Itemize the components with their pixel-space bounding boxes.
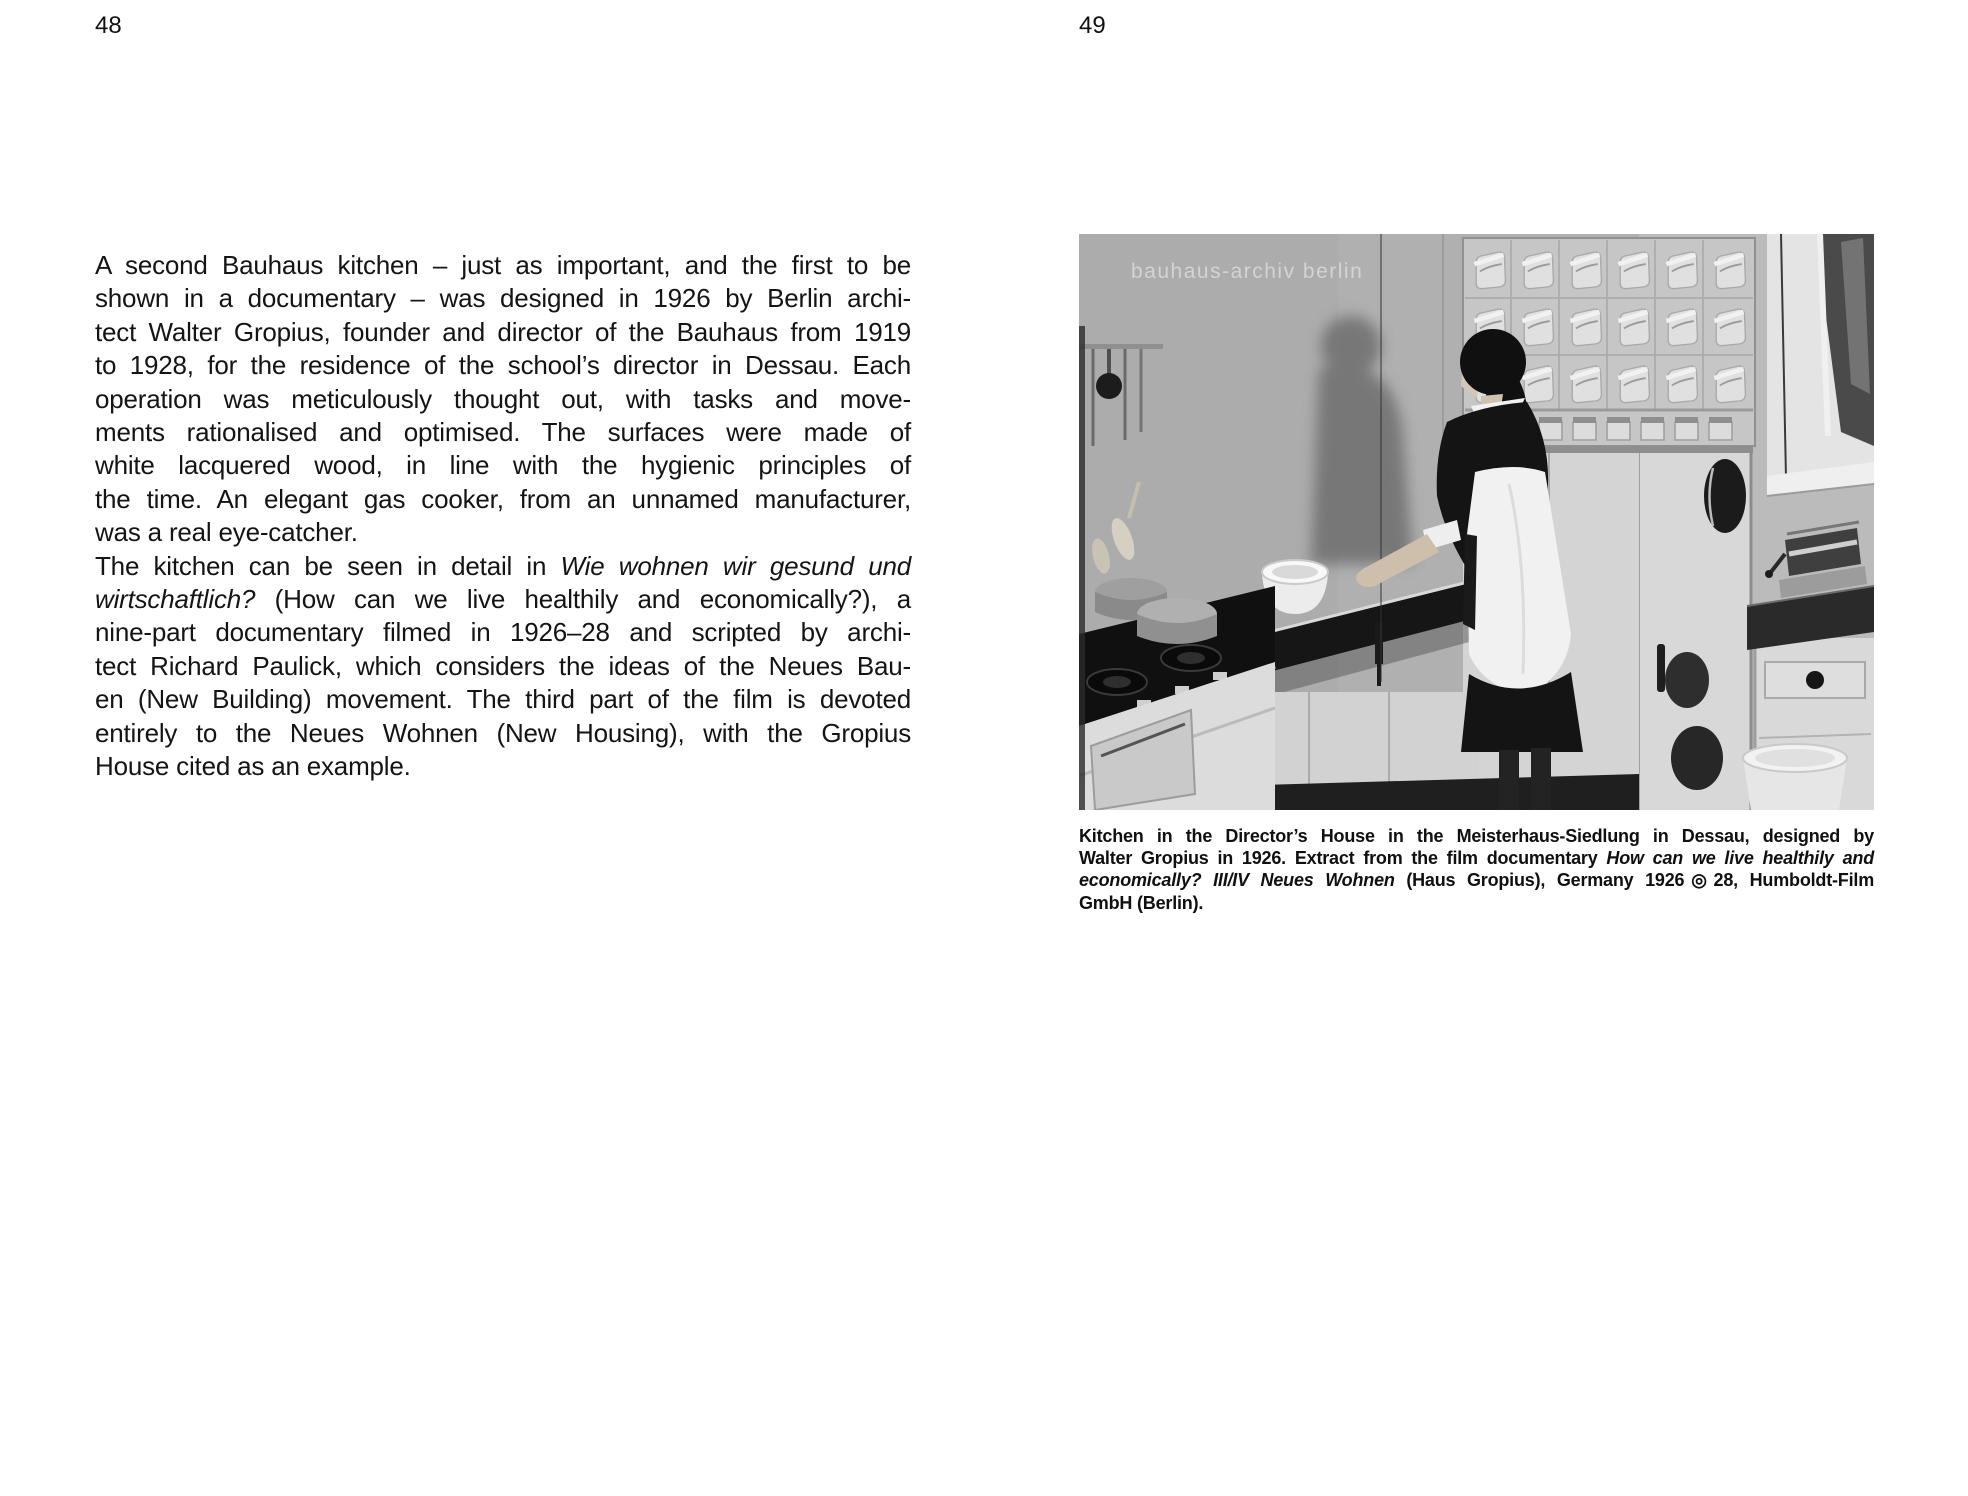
- text-line: nine-part documentary filmed in 1926–28 and scripted by archi-: [95, 617, 911, 648]
- text-line: Kitchen in the Director’s House in the Meisterhaus-Siedlung in Dessau, designed by: [1079, 826, 1874, 846]
- text-line: economically? III/IV Neues Wohnen (Haus Gropius), Germany 1926◎28, Humboldt-Film: [1079, 870, 1875, 891]
- porthole-cabinet: [1639, 446, 1751, 810]
- text-line: to 1928, for the residence of the school’s director in Dessau. Each: [95, 350, 911, 381]
- text-line: The kitchen can be seen in detail in Wie wohnen wir gesund und: [95, 550, 911, 581]
- archive-watermark: bauhaus-archiv berlin: [1131, 260, 1364, 283]
- text-line: white lacquered wood, in line with the hygienic principles of: [95, 450, 911, 481]
- text-line: the time. An elegant gas cooker, from an unnamed manufacturer,: [95, 483, 911, 514]
- kitchen-film-still-photo: [1079, 234, 1874, 810]
- page-number-left: 48: [95, 12, 122, 39]
- text-line: ments rationalised and optimised. The surfaces were made of: [95, 417, 911, 448]
- text-line: A second Bauhaus kitchen – just as important, and the first to be: [95, 250, 911, 280]
- text-line: entirely to the Neues Wohnen (New Housing), with the Gropius: [95, 717, 911, 748]
- photo-caption: [1079, 825, 1874, 914]
- bucket: [1743, 744, 1847, 810]
- page-number-right: 49: [1079, 12, 1106, 39]
- text-line: shown in a documentary – was designed in 1926 by Berlin archi-: [95, 283, 911, 314]
- text-line: en (New Building) movement. The third part of the film is devoted: [95, 684, 911, 715]
- body-text-column: [95, 249, 911, 784]
- text-line: GmbH (Berlin).: [1079, 892, 1204, 913]
- text-line: operation was meticulously thought out, with tasks and move-: [95, 383, 911, 414]
- text-line: was a real eye-catcher.: [95, 517, 358, 548]
- text-line: House cited as an example.: [95, 751, 411, 782]
- text-line: wirtschaftlich? (How can we live healthily and economically?), a: [95, 584, 911, 615]
- window: [1767, 234, 1874, 496]
- text-line: tect Walter Gropius, founder and director of the Bauhaus from 1919: [95, 316, 911, 347]
- text-line: tect Richard Paulick, which considers the ideas of the Neues Bau-: [95, 650, 911, 681]
- text-line: Walter Gropius in 1926. Extract from the film documentary How can we live healthily and: [1079, 848, 1874, 869]
